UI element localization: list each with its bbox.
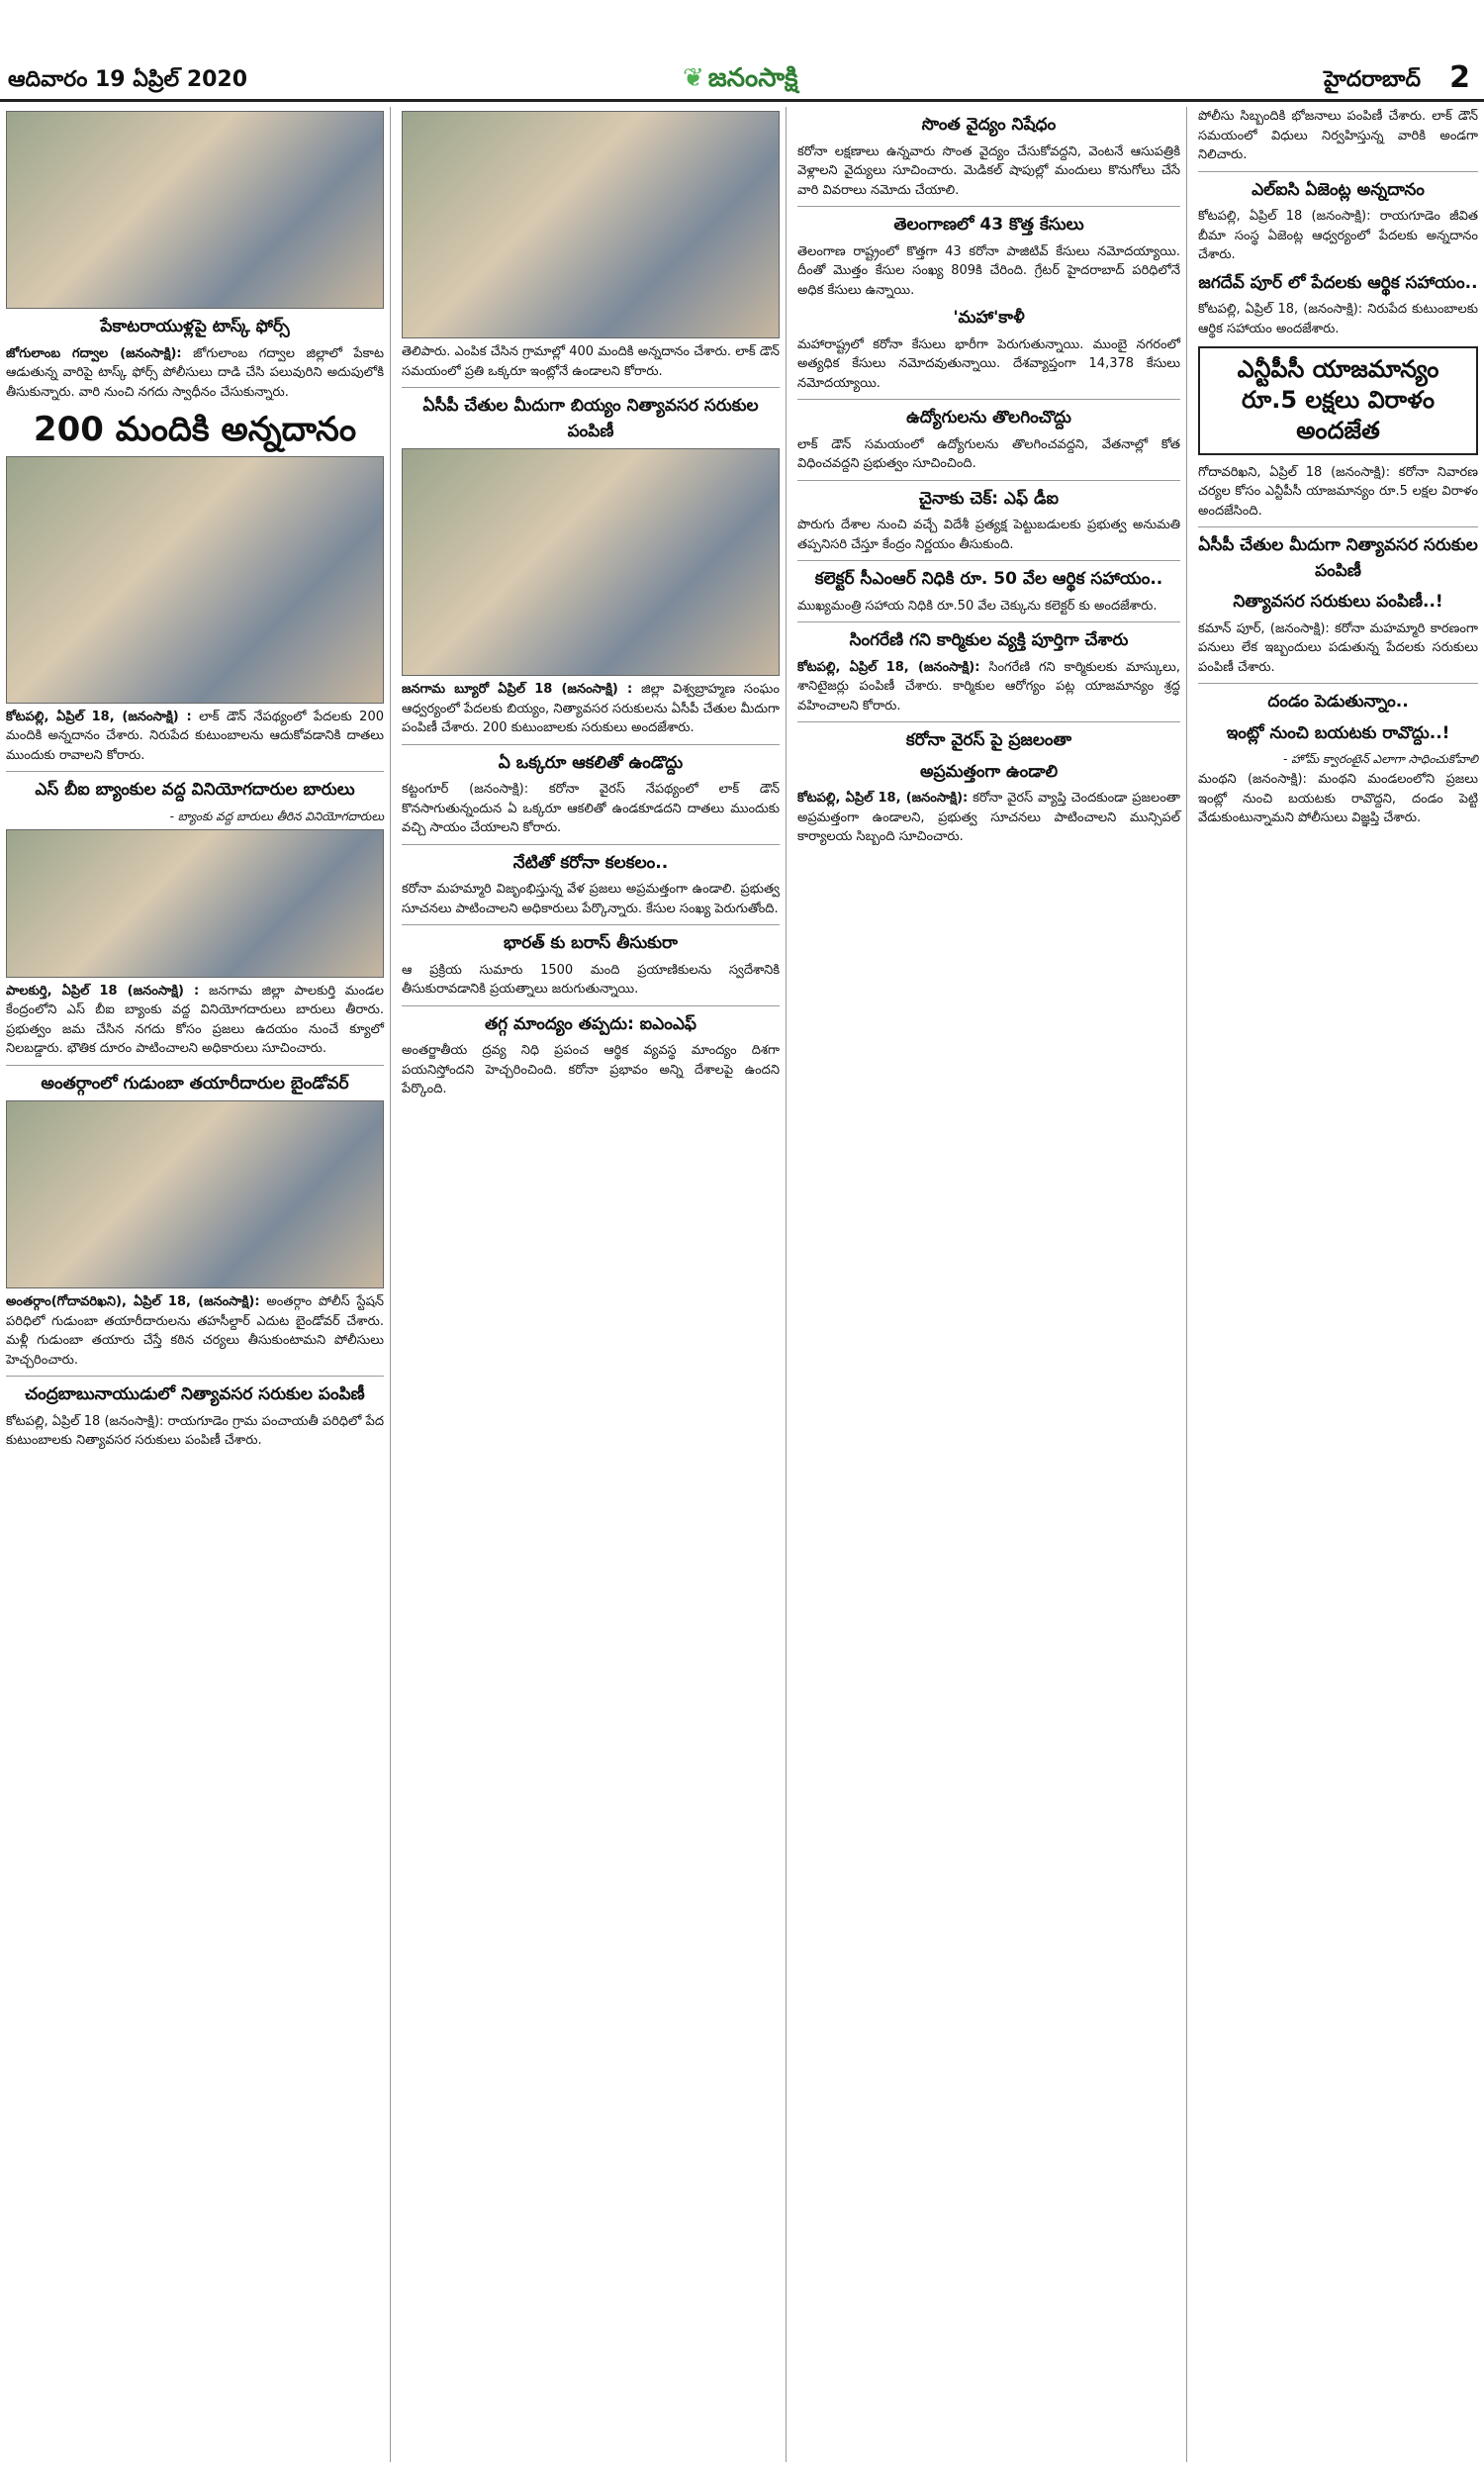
column-4 [1192, 107, 1484, 2462]
divider [402, 387, 780, 388]
divider [797, 560, 1180, 561]
divider [402, 1005, 780, 1006]
column-3 [791, 107, 1187, 2462]
article-body: జోగులాంబ గద్వాల జిల్లాలో పేకాట ఆడుతున్న వారిపై టాస్క్ ఫోర్స్ పోలీసులు దాడి చేసి పలువురిని అదుపులోకి తీసుకున్నారు. వారి నుంచి నగదు స్వాధీనం చేసుకున్నారు. [6, 345, 384, 400]
headline: తెలంగాణలో 43 కొత్త కేసులు [893, 215, 1084, 235]
article-body: కరోనా వైరస్ వ్యాప్తి చెందకుండా ప్రజలంతా అప్రమత్తంగా ఉండాలని, ప్రభుత్వ సూచనలు పాటించాలని మున్సిపల్ కార్యాలయ సిబ్బంది సూచించారు. [797, 791, 1180, 844]
headline: చంద్రబాబునాయుడులో నిత్యావసర సరుకుల పంపిణీ [25, 1384, 365, 1405]
article-body: ముఖ్యమంత్రి సహాయ నిధికి రూ.50 వేల చెక్కును కలెక్టర్ కు అందజేశారు. [797, 598, 1158, 614]
divider [1198, 526, 1478, 527]
newspaper-name: జనంసాక్షి [707, 63, 798, 93]
headline: ఎస్ బీఐ బ్యాంకుల వద్ద వినియోగదారుల బారులు [35, 780, 355, 801]
divider [797, 721, 1180, 722]
headline: అంతర్గాంలో గుడుంబా తయారీదారుల బైండోవర్ [41, 1073, 349, 1094]
divider [1198, 171, 1478, 172]
article-text [797, 789, 1180, 847]
headline: జగదేవ్ పూర్ లో పేదలకు ఆర్థిక సహాయం.. [1198, 272, 1478, 293]
column-2 [396, 107, 787, 2462]
article-body: అంతర్జాతీయ ద్రవ్య నిధి ప్రపంచ ఆర్థిక వ్యవస్థ మాంద్యం దిశగా పయనిస్తోందని హెచ్చరించింది. కరోనా ప్రభావం అన్ని దేశాలపై ఉందని పేర్కొంది. [402, 1043, 780, 1096]
divider [797, 206, 1180, 207]
divider [797, 480, 1180, 481]
article-body: అంతర్గాం పోలీస్ స్టేషన్ పరిధిలో గుడుంబా తయారీదారులను తహసీల్దార్ ఎదుట బైండోవర్ చేశారు. మళ్లీ గుడుంబా తయారు చేస్తే కఠిన చర్యలు తీసుకుంటామని పోలీసులు హెచ్చరించారు. [6, 1294, 384, 1368]
dateline: కోటపల్లి, ఏప్రిల్ 18, (జనంసాక్షి): [797, 659, 980, 675]
headline: తగ్గ మాంద్యం తప్పదు: ఐఎంఎఫ్ [484, 1013, 697, 1034]
article-body: ఆ ప్రక్రియ సుమారు 1500 మంది ప్రయాణికులను స్వదేశానికి తీసుకురావడానికి ప్రయత్నాలు జరుగుతున్నాయి. [402, 962, 780, 997]
headline: ఏసీపీ చేతుల మీదుగా నిత్యావసర సరుకుల పంపిణీ [1198, 535, 1478, 581]
headline: చైనాకు చెక్: ఎఫ్ డీఐ [919, 488, 1059, 509]
article-body: సింగరేణి గని కార్మికులకు మాస్కులు, శానిటైజర్లు పంపిణీ చేశారు. కార్మికుల ఆరోగ్యం పట్ల యాజమాన్యం శ్రద్ధ వహించాలని కోరారు. [797, 659, 1180, 714]
article-body: గోదావరిఖని, ఏప్రిల్ 18 (జనంసాక్షి): కరోనా నివారణ చర్యల కోసం ఎన్టీపీసీ యాజమాన్యం రూ.5 లక్షల విరాళం అందజేసింది. [1198, 464, 1478, 519]
article-body: కోటపల్లి, ఏప్రిల్ 18 (జనంసాక్షి): రాయగూడెం జీవిత బీమా సంస్థ ఏజెంట్ల ఆధ్వర్యంలో పేదలకు అన్నదానం చేశారు. [1198, 209, 1478, 262]
headline: ఉద్యోగులను తొలగించొద్దు [906, 408, 1071, 428]
photo-caption: - బ్యాంకు వద్ద బారులు తీరిన వినియోగదారులు [169, 809, 384, 823]
dateline: అంతర్గాం(గోదావరిఖని), ఏప్రిల్ 18, (జనంసాక్షి): [6, 1294, 260, 1310]
headline-large: 200 మందికి అన్నదానం [33, 410, 357, 449]
article-photo [402, 111, 780, 338]
article-text [6, 344, 384, 403]
boxed-headline: ఎన్టీపీసీ యాజమాన్యం రూ.5 లక్షలు విరాళం అందజేత [1198, 346, 1478, 455]
article-text [6, 1292, 384, 1370]
column-1 [0, 107, 391, 2462]
divider [6, 1376, 384, 1377]
article-body: లాక్ డౌన్ నేపథ్యంలో పేదలకు 200 మందికి అన్నదానం చేశారు. నిరుపేద కుటుంబాలను ఆదుకోవడానికి దాతలు ముందుకు రావాలని కోరారు. [6, 709, 384, 763]
divider [797, 621, 1180, 622]
article-photo [402, 448, 780, 676]
headline: ఇంట్లో నుంచి బయటకు రావొద్దు..! [1226, 722, 1450, 743]
article-text [6, 708, 384, 766]
divider [1198, 683, 1478, 684]
newspaper-logo [683, 59, 798, 98]
divider [6, 771, 384, 772]
article-body: కరోనా మహమ్మారి విజృంభిస్తున్న వేళ ప్రజలు అప్రమత్తంగా ఉండాలి. ప్రభుత్వ సూచనలు పాటించాలని అధికారులు పేర్కొన్నారు. కేసుల సంఖ్య పెరుగుతోంది. [402, 882, 780, 916]
divider [402, 924, 780, 925]
divider [402, 744, 780, 745]
article-body: జిల్లా విశ్వబ్రాహ్మణ సంఘం ఆధ్వర్యంలో పేదలకు బియ్యం, నిత్యావసర సరుకులను ఏసీపీ చేతుల మీదుగా పంపిణీ చేశారు. 200 కుటుంబాలకు సరుకులు అందజేశారు. [402, 682, 780, 735]
dateline: పాలకుర్తి, ఏప్రిల్ 18 (జనంసాక్షి) : [6, 983, 200, 999]
divider [402, 844, 780, 845]
headline: నేటితో కరోనా కలకలం.. [512, 852, 669, 873]
article-text [402, 680, 780, 738]
page-number: 2 [1449, 60, 1470, 95]
divider [797, 399, 1180, 400]
article-text [6, 982, 384, 1059]
headline: సొంత వైద్యం నిషేధం [921, 115, 1057, 135]
masthead [0, 0, 1484, 102]
dateline: కోటపల్లి, ఏప్రిల్ 18, (జనంసాక్షి) : [6, 709, 192, 724]
issue-date: ఆదివారం 19 ఏప్రిల్ 2020 [8, 67, 248, 92]
article-body: పోలీసు సిబ్బందికి భోజనాలు పంపిణీ చేశారు. లాక్ డౌన్ సమయంలో విధులు నిర్వహిస్తున్న వారికి అండగా నిలిచారు. [1198, 109, 1478, 162]
article-photo [6, 1100, 384, 1288]
article-body: మంథని (జనంసాక్షి): మంథని మండలంలోని ప్రజలు ఇంట్లో నుంచి బయటకు రావొద్దని, దండం పెట్టి వేడుకుంటున్నామని పోలీసులు విజ్ఞప్తి చేశారు. [1198, 772, 1478, 826]
article-body: కోటపల్లి, ఏప్రిల్ 18 (జనంసాక్షి): రాయగూడెం గ్రామ పంచాయతీ పరిధిలో పేద కుటుంబాలకు నిత్యావసర సరుకులు పంపిణీ చేశారు. [6, 1413, 384, 1449]
article-body: పొరుగు దేశాల నుంచి వచ్చే విదేశీ ప్రత్యక్ష పెట్టుబడులకు ప్రభుత్వ అనుమతి తప్పనిసరి చేస్తూ కేంద్రం నిర్ణయం తీసుకుంది. [797, 518, 1180, 552]
subheadline: - హోమ్ క్వారంటైన్ ఎలాగా సాధించుకోవాలి [1282, 752, 1478, 767]
headline: సింగరేణి గని కార్మికుల వ్యక్తి పూర్తిగా చేశారు [849, 630, 1129, 650]
article-photo [6, 456, 384, 704]
article-body: కమాన్ పూర్, (జనంసాక్షి): కరోనా మహమ్మారి కారణంగా పనులు లేక ఇబ్బందులు పడుతున్న పేదలకు సరుకులు పంపిణీ చేశారు. [1198, 620, 1478, 675]
headline: ఏ ఒక్కరూ ఆకలితో ఉండొద్దు [498, 752, 684, 773]
dateline: జనగామ బ్యూరో ఏప్రిల్ 18 (జనంసాక్షి) : [402, 682, 633, 697]
article-body: లాక్ డౌన్ సమయంలో ఉద్యోగులను తొలగించవద్దని, వేతనాల్లో కోత విధించవద్దని ప్రభుత్వం సూచించింది. [797, 436, 1180, 471]
headline: ఏసీపీ చేతుల మీదుగా బియ్యం నిత్యావసర సరుకుల పంపిణీ [422, 396, 759, 441]
article-body: కోటపల్లి, ఏప్రిల్ 18, (జనంసాక్షి): నిరుపేద కుటుంబాలకు ఆర్థిక సహాయం అందజేశారు. [1198, 302, 1478, 336]
dateline: జోగులాంబ గద్వాల (జనంసాక్షి): [6, 345, 182, 361]
headline: భారత్ కు బరాస్ తీసుకురా [504, 933, 678, 953]
article-body: కరోనా లక్షణాలు ఉన్నవారు సొంత వైద్యం చేసుకోవద్దని, వెంటనే ఆసుపత్రికి వెళ్లాలని వైద్యులు సూచించారు. మెడికల్ షాపుల్లో మందులు కొనుగోలు చేసే వారి వివరాలు నమోదు చేయాలి. [797, 143, 1180, 198]
headline: 'మహా'కాళీ [953, 308, 1025, 328]
article-body: తెలంగాణ రాష్ట్రంలో కొత్తగా 43 కరోనా పాజిటివ్ కేసులు నమోదయ్యాయి. దీంతో మొత్తం కేసుల సంఖ్య 809కి చేరింది. గ్రేటర్ హైదరాబాద్ పరిధిలోనే అధిక కేసులు ఉన్నాయి. [797, 243, 1180, 298]
headline: కలెక్టర్ సీఎంఆర్ నిధికి రూ. 50 వేల ఆర్థిక సహాయం.. [814, 569, 1163, 589]
article-body: మహారాష్ట్రలో కరోనా కేసులు భారీగా పెరుగుతున్నాయి. ముంబై నగరంలో అత్యధిక కేసులు నమోదవుతున్నాయి. దేశవ్యాప్తంగా 14,378 కేసులు నమోదయ్యాయి. [797, 336, 1180, 391]
article-body: కట్టంగూర్ (జనంసాక్షి): కరోనా వైరస్ నేపథ్యంలో లాక్ డౌన్ కొనసాగుతున్నందున ఏ ఒక్కరూ ఆకలితో ఉండకూడదని దాతలు ముందుకు వచ్చి సాయం చేయాలని కోరారు. [402, 782, 780, 835]
leaf-icon: ❦ [683, 63, 704, 93]
headline: కరోనా వైరస్ పై ప్రజలంతా [905, 730, 1072, 750]
article-body: తెలిపారు. ఎంపిక చేసిన గ్రామాల్లో 400 మందికి అన్నదానం చేశారు. లాక్ డౌన్ సమయంలో ప్రతి ఒక్కరూ ఇంట్లోనే ఉండాలని కోరారు. [402, 344, 780, 379]
article-body: జనగామ జిల్లా పాలకుర్తి మండల కేంద్రంలోని ఎస్ బీఐ బ్యాంకు వద్ద వినియోగదారులు బారులు తీరారు. ప్రభుత్వం జమ చేసిన నగదు కోసం ప్రజలు ఉదయం నుంచే క్యూలో నిలబడ్డారు. భౌతిక దూరం పాటించాలని అధికారులు సూచించారు. [6, 983, 384, 1057]
article-photo [6, 111, 384, 309]
headline: ఎల్ఐసి ఏజెంట్ల అన్నదానం [1252, 179, 1425, 200]
headline: నిత్యావసర సరుకులు పంపిణీ..! [1233, 592, 1443, 613]
headline: దండం పెడుతున్నాం.. [1267, 692, 1409, 713]
dateline: కోటపల్లి, ఏప్రిల్ 18, (జనంసాక్షి): [797, 791, 969, 806]
article-text [797, 658, 1180, 716]
edition-city: హైదరాబాద్ [1324, 67, 1421, 92]
divider [6, 1065, 384, 1066]
headline: అప్రమత్తంగా ఉండాలి [919, 761, 1059, 782]
headline: పేకాటరాయుళ్లపై టాస్క్ ఫోర్స్ [100, 317, 290, 336]
article-photo [6, 829, 384, 978]
